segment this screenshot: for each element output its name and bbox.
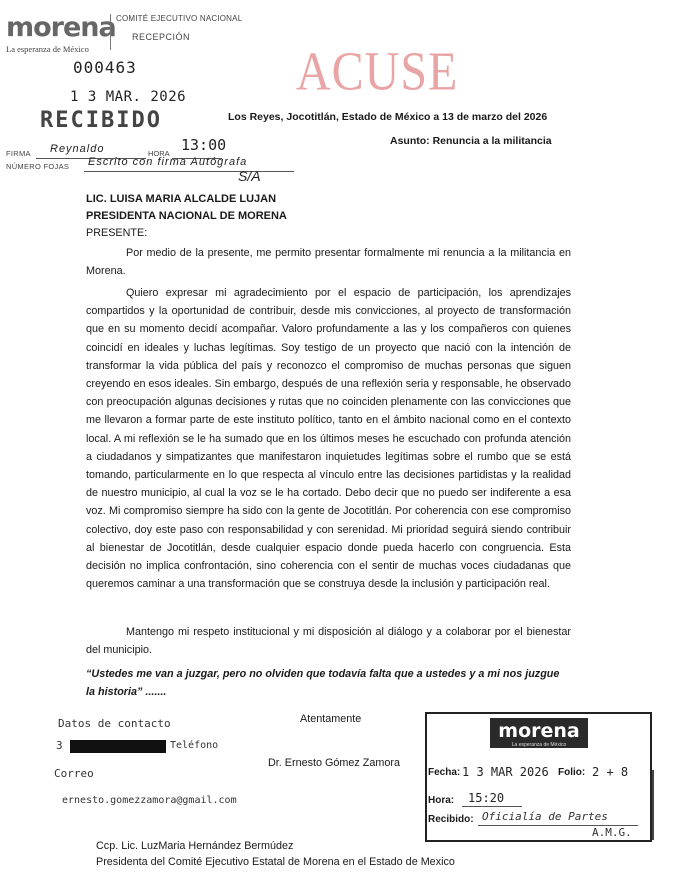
phone-redaction: [70, 740, 166, 753]
contact-title: Datos de contacto: [58, 717, 171, 730]
stamp-side-mark: [652, 770, 654, 840]
stamp-fecha-value: 1 3 MAR 2026: [462, 765, 549, 779]
paragraph-1: Por medio de la presente, me permito presentar formalmente mi renuncia a la militancia en Morena.: [86, 247, 571, 278]
received-date-stamp: 1 3 MAR. 2026: [70, 89, 187, 105]
folio-number: 000463: [73, 58, 137, 77]
closing-atentamente: Atentamente: [300, 713, 362, 725]
firma-value: Reynaldo: [50, 143, 105, 155]
paragraph-2: Quiero expresar mi agradecimiento por el espacio de participación, los aprendizajes compartidos y la oportunidad de contribuir, desde mis convicciones, al proyecto de transformación que en su momento decidí acompañar. Valoro profundamente a las y los compañeros con quienes coincidí en ideales y luchas legítimas. Soy testigo de un proyecto que nació con la intención de transformar la vida pública del país y reconozco el compromiso de muchas personas que siguen creyendo en esos ideales. Sin embargo, después de una reflexión seria y responsable, he observado con preocupación algunas decisiones y rutas que no coinciden plenamente con las convicciones que me llevaron a formar parte de este instituto político, tanto en el ámbito nacional como en el contexto local. A mi reflexión se le ha sumado que en los últimos meses he escuchado con profunda atención a ciudadanos y simpatizantes que manifestaron inquietudes legítimas sobre el rumbo que se está tomando, particularmente en lo que respecta al vínculo entre las decisiones partidistas y la realidad de nuestro municipio, al cual la voz se le ha cortado. Debo decir que no puedo ser indiferente a esa voz. Mi compromiso siempre ha sido con la gente de Jocotitlán. Por coherencia con ese compromiso colectivo, doy este paso con responsabilidad y con serenidad. Mi prioridad seguirá siendo contribuir al bienestar de Jocotitlán, desde cualquier espacio donde pueda hacerlo con congruencia. Esta decisión no implica confrontación, sino coherencia con el sentir de muchas voces ciudadanas que queremos caminar a una transformación que se construya desde la inclusión y participación real.: [86, 287, 571, 591]
fojas-underline: [84, 171, 294, 172]
stamp-fecha-label: Fecha:: [428, 767, 461, 778]
fojas-value: Escrito con firma Autógrafa: [88, 156, 248, 168]
ccp-line-1: Ccp. Lic. LuzMaria Hernández Bermúdez: [96, 840, 294, 852]
sa-annotation: S/A: [238, 168, 261, 184]
presente: PRESENTE:: [86, 227, 148, 239]
email-label: Correo: [54, 767, 94, 780]
signer-name: Dr. Ernesto Gómez Zamora: [268, 757, 401, 769]
hora-value: 13:00: [181, 136, 227, 154]
ccp-line-2: Presidenta del Comité Ejecutivo Estatal de Morena en el Estado de Mexico: [96, 856, 455, 868]
recibido-stamp: RECIBIDO: [40, 108, 162, 133]
acuse-stamp: ACUSE: [296, 41, 459, 102]
email-value: ernesto.gomezzamora@gmail.com: [62, 795, 237, 806]
morena-logo: morena: [6, 12, 116, 43]
paragraph-3: Mantengo mi respeto institucional y mi disposición al diálogo y a colaborar por el bienestar del municipio.: [86, 626, 571, 657]
closing-quote: “Ustedes me van a juzgar, pero no olviden que todavía falta que a ustedes y a mi nos juzgue la historia” .......: [86, 668, 560, 698]
stamp-recibido-label: Recibido:: [428, 814, 474, 825]
reception-label: RECEPCIÓN: [132, 32, 191, 42]
stamp-initials: A.M.G.: [592, 826, 632, 839]
place-date: Los Reyes, Jocotitlán, Estado de México a 13 de marzo del 2026: [228, 111, 548, 123]
committee-label: COMITÉ EJECUTIVO NACIONAL: [116, 14, 243, 23]
fojas-label: NÚMERO FOJAS: [6, 162, 70, 171]
phone-label: Teléfono: [170, 740, 219, 751]
stamp-hora-label: Hora:: [428, 795, 455, 806]
logo-tagline: La esperanza de México: [6, 44, 89, 54]
recipient-name: LIC. LUISA MARIA ALCALDE LUJAN: [86, 193, 277, 205]
phone-prefix: 3: [56, 739, 63, 752]
subject: Asunto: Renuncia a la militancia: [390, 135, 552, 147]
hora-label: HORA: [148, 149, 170, 158]
stamp-hora-value: 15:20: [468, 791, 505, 805]
stamp-folio-value: 2 + 8: [592, 765, 629, 779]
recipient-title: PRESIDENTA NACIONAL DE MORENA: [86, 210, 287, 222]
stamp-folio-label: Folio:: [558, 767, 586, 778]
stamp-morena-logo: morena: [490, 718, 588, 748]
stamp-logo-tagline: La esperanza de México: [511, 742, 567, 748]
stamp-hora-underline: [462, 806, 522, 807]
firma-label: FIRMA: [6, 149, 31, 158]
stamp-recibido-value: Oficialía de Partes: [482, 810, 608, 823]
